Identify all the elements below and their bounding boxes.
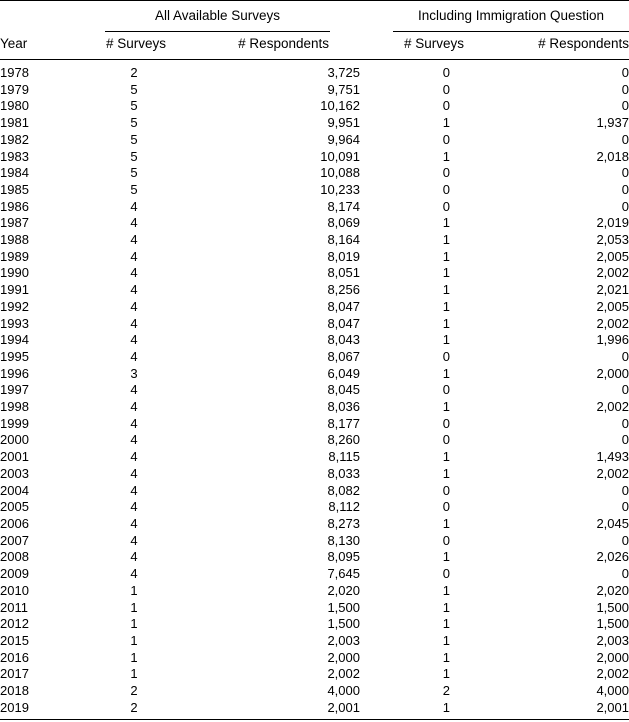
cell-respondents-immigration: 1,996 bbox=[596, 332, 629, 348]
cell-year: 1981 bbox=[0, 115, 29, 131]
cell-surveys-immigration: 0 bbox=[442, 98, 450, 114]
cell-respondents-all: 8,112 bbox=[328, 499, 360, 515]
cell-surveys-immigration: 1 bbox=[442, 549, 450, 565]
cell-respondents-immigration: 0 bbox=[621, 482, 629, 498]
cell-respondents-all: 8,051 bbox=[327, 265, 360, 281]
cell-respondents-immigration: 0 bbox=[621, 65, 629, 80]
cell-year: 1992 bbox=[0, 298, 29, 314]
cell-surveys-all: 5 bbox=[130, 98, 138, 114]
top-rule bbox=[0, 0, 629, 1]
cell-year: 2011 bbox=[0, 599, 28, 615]
cell-respondents-immigration: 1,500 bbox=[596, 616, 629, 632]
cell-surveys-immigration: 1 bbox=[442, 515, 450, 531]
cell-surveys-all: 5 bbox=[130, 165, 138, 181]
cell-respondents-immigration: 1,937 bbox=[596, 115, 629, 131]
cell-year: 1984 bbox=[0, 165, 29, 181]
cell-surveys-immigration: 0 bbox=[442, 415, 450, 431]
cell-respondents-all: 1,500 bbox=[327, 616, 360, 632]
cell-respondents-immigration: 2,003 bbox=[596, 632, 629, 648]
cell-respondents-immigration: 2,001 bbox=[596, 699, 629, 715]
table-row bbox=[0, 466, 629, 483]
cell-year: 1986 bbox=[0, 198, 29, 214]
cell-respondents-immigration: 2,002 bbox=[596, 465, 629, 481]
cell-respondents-all: 8,043 bbox=[327, 332, 360, 348]
cell-surveys-all: 4 bbox=[130, 532, 138, 548]
cell-surveys-all: 1 bbox=[130, 582, 138, 598]
table-row bbox=[0, 65, 629, 82]
cell-year: 1997 bbox=[0, 382, 29, 398]
cell-surveys-immigration: 1 bbox=[442, 465, 450, 481]
cell-year: 1994 bbox=[0, 332, 29, 348]
cell-year: 1989 bbox=[0, 248, 29, 264]
cell-respondents-immigration: 2,000 bbox=[596, 365, 629, 381]
table-row bbox=[0, 215, 629, 232]
cell-respondents-all: 10,088 bbox=[320, 165, 360, 181]
cell-respondents-immigration: 0 bbox=[621, 98, 629, 114]
cell-respondents-all: 8,273 bbox=[327, 515, 360, 531]
table-row bbox=[0, 583, 629, 600]
table-row bbox=[0, 516, 629, 533]
cell-surveys-immigration: 0 bbox=[442, 566, 450, 582]
bottom-rule bbox=[0, 719, 629, 720]
cell-respondents-immigration: 2,053 bbox=[596, 232, 629, 248]
cell-surveys-all: 2 bbox=[130, 65, 138, 80]
cell-surveys-all: 4 bbox=[130, 482, 138, 498]
cell-year: 2009 bbox=[0, 566, 29, 582]
table-row bbox=[0, 265, 629, 282]
cell-surveys-immigration: 1 bbox=[442, 666, 450, 682]
cell-respondents-immigration: 2,005 bbox=[596, 248, 629, 264]
table-row bbox=[0, 249, 629, 266]
cell-respondents-immigration: 0 bbox=[621, 131, 629, 147]
cell-respondents-immigration: 2,021 bbox=[596, 282, 629, 298]
cell-surveys-all: 5 bbox=[130, 148, 138, 164]
cell-surveys-all: 5 bbox=[130, 181, 138, 197]
cell-year: 1988 bbox=[0, 232, 29, 248]
cell-surveys-immigration: 0 bbox=[442, 81, 450, 97]
cell-year: 2007 bbox=[0, 532, 29, 548]
cell-surveys-all: 4 bbox=[130, 449, 138, 465]
cell-respondents-all: 8,069 bbox=[327, 215, 360, 231]
cell-year: 1980 bbox=[0, 98, 29, 114]
cell-year: 1999 bbox=[0, 415, 29, 431]
cell-respondents-all: 6,049 bbox=[327, 365, 360, 381]
table-row bbox=[0, 299, 629, 316]
group-underline-all bbox=[105, 31, 330, 32]
cell-respondents-immigration: 0 bbox=[621, 532, 629, 548]
table-row bbox=[0, 549, 629, 566]
cell-surveys-all: 2 bbox=[130, 683, 138, 699]
cell-surveys-immigration: 0 bbox=[442, 532, 450, 548]
cell-year: 1998 bbox=[0, 399, 29, 415]
cell-year: 1990 bbox=[0, 265, 29, 281]
cell-surveys-immigration: 1 bbox=[442, 699, 450, 715]
cell-respondents-immigration: 0 bbox=[621, 415, 629, 431]
cell-surveys-immigration: 1 bbox=[442, 599, 450, 615]
cell-surveys-immigration: 0 bbox=[442, 482, 450, 498]
table-row bbox=[0, 616, 629, 633]
cell-respondents-all: 8,260 bbox=[327, 432, 360, 448]
cell-respondents-immigration: 0 bbox=[621, 432, 629, 448]
table-row bbox=[0, 499, 629, 516]
cell-respondents-all: 8,045 bbox=[327, 382, 360, 398]
table-row bbox=[0, 232, 629, 249]
cell-respondents-all: 7,645 bbox=[327, 566, 360, 582]
cell-year: 2019 bbox=[0, 699, 29, 715]
cell-year: 2015 bbox=[0, 632, 29, 648]
table-row bbox=[0, 282, 629, 299]
table-row bbox=[0, 382, 629, 399]
cell-respondents-all: 3,725 bbox=[327, 65, 360, 80]
cell-year: 1987 bbox=[0, 215, 29, 231]
cell-respondents-all: 8,047 bbox=[327, 315, 360, 331]
cell-respondents-immigration: 2,026 bbox=[596, 549, 629, 565]
table-row bbox=[0, 633, 629, 650]
cell-respondents-immigration: 0 bbox=[621, 81, 629, 97]
cell-respondents-immigration: 2,002 bbox=[596, 315, 629, 331]
cell-year: 1983 bbox=[0, 148, 29, 164]
table-row bbox=[0, 449, 629, 466]
cell-surveys-immigration: 1 bbox=[442, 632, 450, 648]
cell-surveys-all: 4 bbox=[130, 298, 138, 314]
cell-surveys-immigration: 1 bbox=[442, 298, 450, 314]
cell-respondents-all: 9,951 bbox=[327, 115, 360, 131]
cell-surveys-immigration: 1 bbox=[442, 449, 450, 465]
cell-year: 2018 bbox=[0, 683, 29, 699]
cell-surveys-immigration: 1 bbox=[442, 115, 450, 131]
cell-year: 2001 bbox=[0, 449, 29, 465]
cell-surveys-all: 5 bbox=[130, 131, 138, 147]
cell-surveys-all: 4 bbox=[130, 566, 138, 582]
cell-surveys-immigration: 1 bbox=[442, 649, 450, 665]
cell-respondents-immigration: 2,005 bbox=[596, 298, 629, 314]
cell-year: 2012 bbox=[0, 616, 29, 632]
cell-year: 2006 bbox=[0, 515, 29, 531]
cell-surveys-all: 4 bbox=[130, 232, 138, 248]
cell-surveys-all: 4 bbox=[130, 382, 138, 398]
cell-surveys-immigration: 1 bbox=[442, 248, 450, 264]
column-header-surveys-all: # Surveys bbox=[106, 36, 167, 51]
cell-respondents-all: 8,036 bbox=[327, 399, 360, 415]
cell-year: 1991 bbox=[0, 282, 29, 298]
cell-surveys-immigration: 1 bbox=[442, 148, 450, 164]
table-row bbox=[0, 683, 629, 700]
table-row bbox=[0, 349, 629, 366]
cell-respondents-all: 8,130 bbox=[327, 532, 360, 548]
cell-surveys-immigration: 0 bbox=[442, 348, 450, 364]
column-header-respondents-immigration: # Respondents bbox=[538, 36, 629, 51]
cell-respondents-all: 8,095 bbox=[327, 549, 360, 565]
cell-surveys-all: 4 bbox=[130, 515, 138, 531]
cell-year: 2008 bbox=[0, 549, 29, 565]
cell-year: 2010 bbox=[0, 582, 29, 598]
table-row bbox=[0, 149, 629, 166]
cell-surveys-all: 4 bbox=[130, 198, 138, 214]
cell-respondents-all: 8,164 bbox=[327, 232, 360, 248]
cell-respondents-immigration: 4,000 bbox=[596, 683, 629, 699]
cell-respondents-all: 10,091 bbox=[320, 148, 360, 164]
cell-surveys-all: 3 bbox=[130, 365, 138, 381]
cell-respondents-immigration: 2,045 bbox=[596, 515, 629, 531]
cell-respondents-all: 8,256 bbox=[327, 282, 360, 298]
cell-respondents-all: 10,162 bbox=[320, 98, 360, 114]
cell-surveys-immigration: 1 bbox=[442, 365, 450, 381]
cell-year: 1982 bbox=[0, 131, 29, 147]
cell-respondents-all: 8,067 bbox=[327, 348, 360, 364]
cell-surveys-all: 1 bbox=[130, 616, 138, 632]
cell-respondents-immigration: 2,000 bbox=[596, 649, 629, 665]
cell-surveys-immigration: 1 bbox=[442, 315, 450, 331]
table-row bbox=[0, 650, 629, 667]
table-row bbox=[0, 483, 629, 500]
cell-surveys-all: 4 bbox=[130, 348, 138, 364]
cell-year: 1978 bbox=[0, 65, 29, 80]
cell-respondents-all: 8,033 bbox=[327, 465, 360, 481]
cell-year: 2003 bbox=[0, 465, 29, 481]
table-row bbox=[0, 399, 629, 416]
table-row bbox=[0, 115, 629, 132]
cell-respondents-all: 8,174 bbox=[327, 198, 360, 214]
cell-surveys-all: 4 bbox=[130, 499, 138, 515]
cell-respondents-immigration: 2,002 bbox=[596, 399, 629, 415]
cell-respondents-immigration: 0 bbox=[621, 566, 629, 582]
cell-respondents-immigration: 0 bbox=[621, 198, 629, 214]
cell-surveys-immigration: 0 bbox=[442, 499, 450, 515]
cell-respondents-immigration: 1,493 bbox=[596, 449, 629, 465]
cell-surveys-all: 4 bbox=[130, 549, 138, 565]
cell-respondents-all: 4,000 bbox=[327, 683, 360, 699]
cell-surveys-immigration: 0 bbox=[442, 165, 450, 181]
cell-respondents-all: 10,233 bbox=[320, 181, 360, 197]
cell-surveys-immigration: 1 bbox=[442, 215, 450, 231]
table-row bbox=[0, 182, 629, 199]
cell-surveys-all: 5 bbox=[130, 81, 138, 97]
cell-respondents-all: 9,751 bbox=[327, 81, 360, 97]
cell-respondents-immigration: 2,002 bbox=[596, 265, 629, 281]
cell-surveys-all: 1 bbox=[130, 632, 138, 648]
cell-surveys-all: 1 bbox=[130, 599, 138, 615]
table-row bbox=[0, 132, 629, 149]
table-row bbox=[0, 82, 629, 99]
cell-respondents-immigration: 0 bbox=[621, 382, 629, 398]
cell-respondents-immigration: 2,018 bbox=[596, 148, 629, 164]
cell-respondents-all: 1,500 bbox=[327, 599, 360, 615]
table-row bbox=[0, 533, 629, 550]
table-row bbox=[0, 366, 629, 383]
cell-surveys-all: 4 bbox=[130, 332, 138, 348]
cell-respondents-immigration: 2,002 bbox=[596, 666, 629, 682]
table-row bbox=[0, 416, 629, 433]
table-row bbox=[0, 666, 629, 683]
group-header-all-surveys: All Available Surveys bbox=[154, 8, 281, 23]
cell-surveys-immigration: 1 bbox=[442, 232, 450, 248]
header-rule bbox=[0, 59, 629, 60]
cell-surveys-immigration: 1 bbox=[442, 582, 450, 598]
cell-surveys-all: 4 bbox=[130, 465, 138, 481]
cell-year: 1996 bbox=[0, 365, 29, 381]
cell-respondents-all: 2,000 bbox=[327, 649, 360, 665]
cell-surveys-immigration: 1 bbox=[442, 332, 450, 348]
cell-surveys-all: 1 bbox=[130, 649, 138, 665]
cell-surveys-immigration: 0 bbox=[442, 65, 450, 80]
cell-respondents-all: 8,047 bbox=[327, 298, 360, 314]
cell-respondents-all: 8,177 bbox=[327, 415, 360, 431]
cell-year: 1979 bbox=[0, 81, 29, 97]
cell-respondents-all: 2,002 bbox=[327, 666, 360, 682]
cell-year: 1995 bbox=[0, 348, 29, 364]
cell-year: 1993 bbox=[0, 315, 29, 331]
cell-surveys-immigration: 0 bbox=[442, 181, 450, 197]
cell-year: 2004 bbox=[0, 482, 29, 498]
cell-surveys-all: 4 bbox=[130, 215, 138, 231]
cell-surveys-immigration: 1 bbox=[442, 399, 450, 415]
cell-surveys-immigration: 0 bbox=[442, 382, 450, 398]
cell-respondents-immigration: 1,500 bbox=[596, 599, 629, 615]
table-row bbox=[0, 432, 629, 449]
table-row bbox=[0, 332, 629, 349]
cell-respondents-immigration: 0 bbox=[621, 348, 629, 364]
cell-respondents-immigration: 0 bbox=[621, 165, 629, 181]
cell-surveys-all: 1 bbox=[130, 666, 138, 682]
cell-surveys-all: 4 bbox=[130, 265, 138, 281]
cell-respondents-all: 8,019 bbox=[327, 248, 360, 264]
cell-surveys-all: 5 bbox=[130, 115, 138, 131]
column-header-surveys-immigration: # Surveys bbox=[404, 36, 465, 51]
cell-surveys-all: 4 bbox=[130, 248, 138, 264]
cell-surveys-all: 4 bbox=[130, 415, 138, 431]
table-row bbox=[0, 700, 629, 717]
cell-respondents-immigration: 2,020 bbox=[596, 582, 629, 598]
cell-surveys-all: 4 bbox=[130, 399, 138, 415]
cell-surveys-immigration: 0 bbox=[442, 432, 450, 448]
cell-surveys-immigration: 1 bbox=[442, 265, 450, 281]
cell-year: 1985 bbox=[0, 181, 29, 197]
table-row bbox=[0, 98, 629, 115]
group-header-immigration: Including Immigration Question bbox=[417, 8, 605, 23]
cell-year: 2017 bbox=[0, 666, 29, 682]
cell-respondents-all: 2,001 bbox=[327, 699, 360, 715]
column-header-year: Year bbox=[0, 36, 28, 51]
cell-surveys-immigration: 0 bbox=[442, 198, 450, 214]
cell-surveys-all: 2 bbox=[130, 699, 138, 715]
group-underline-immigration bbox=[393, 31, 629, 32]
table-row bbox=[0, 600, 629, 617]
cell-respondents-all: 9,964 bbox=[327, 131, 360, 147]
table-row bbox=[0, 566, 629, 583]
cell-surveys-immigration: 2 bbox=[442, 683, 450, 699]
column-header-respondents-all: # Respondents bbox=[238, 36, 329, 51]
cell-surveys-immigration: 1 bbox=[442, 616, 450, 632]
cell-respondents-all: 2,020 bbox=[327, 582, 360, 598]
cell-respondents-immigration: 0 bbox=[621, 499, 629, 515]
cell-year: 2000 bbox=[0, 432, 29, 448]
cell-surveys-all: 4 bbox=[130, 315, 138, 331]
cell-surveys-immigration: 0 bbox=[442, 131, 450, 147]
cell-respondents-all: 2,003 bbox=[327, 632, 360, 648]
cell-respondents-immigration: 0 bbox=[621, 181, 629, 197]
cell-year: 2005 bbox=[0, 499, 29, 515]
cell-respondents-all: 8,082 bbox=[327, 482, 360, 498]
cell-surveys-all: 4 bbox=[130, 432, 138, 448]
data-table-body bbox=[0, 65, 629, 716]
cell-year: 2016 bbox=[0, 649, 29, 665]
table-row bbox=[0, 199, 629, 216]
cell-respondents-immigration: 2,019 bbox=[596, 215, 629, 231]
cell-surveys-immigration: 1 bbox=[442, 282, 450, 298]
table-row bbox=[0, 316, 629, 333]
cell-surveys-all: 4 bbox=[130, 282, 138, 298]
table-row bbox=[0, 165, 629, 182]
cell-respondents-all: 8,115 bbox=[328, 449, 360, 465]
